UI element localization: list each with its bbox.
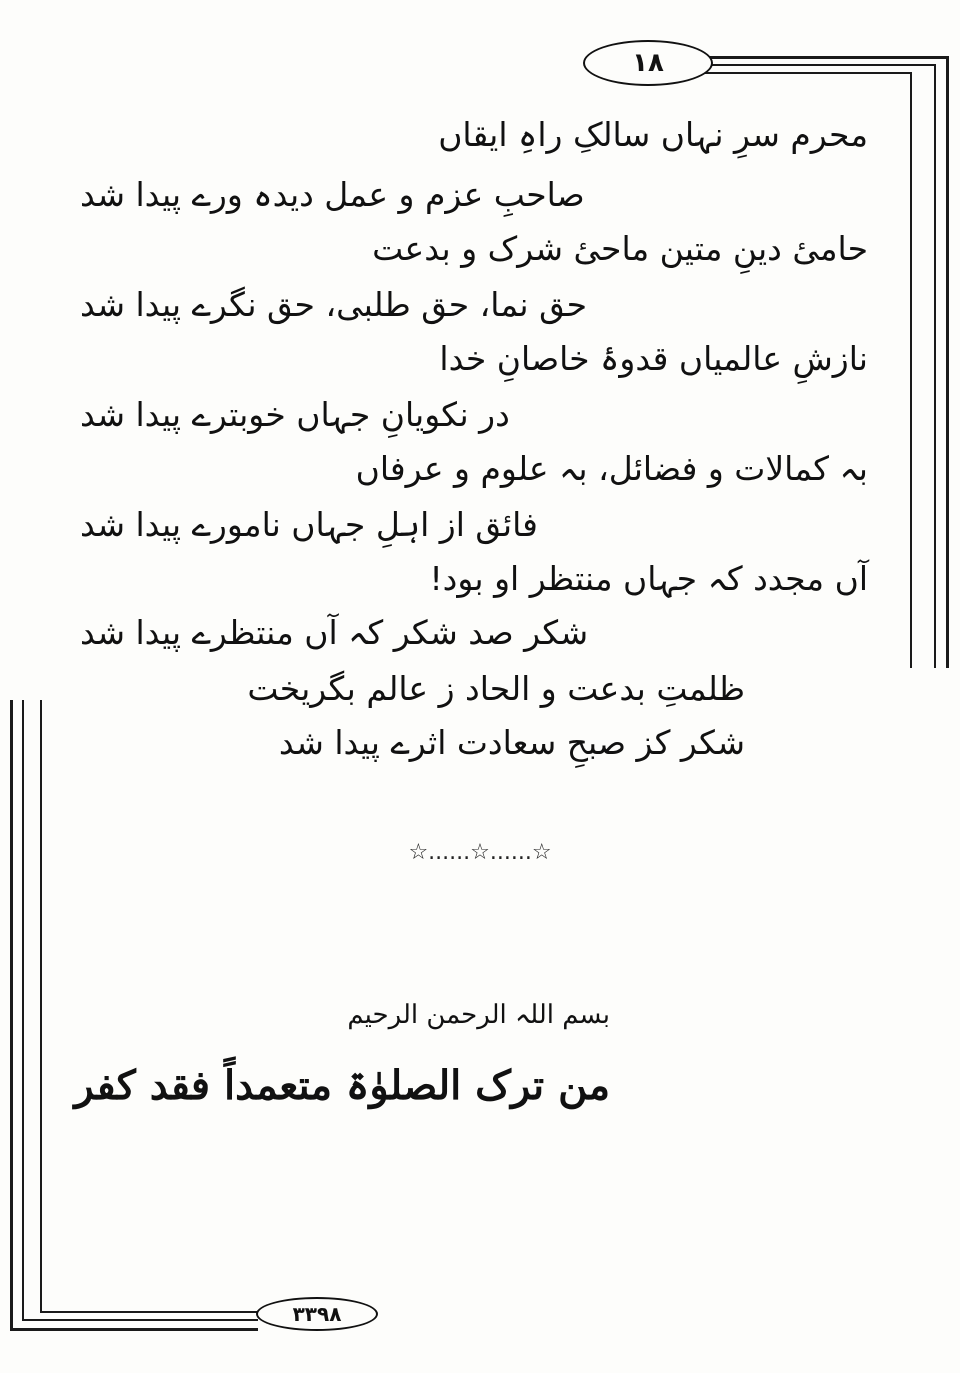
verse-line: آں مجدد کہ جہاں منتظر او بود! [429,559,868,598]
verse-line: حق نما، حق طلبی، حق نگرے پیدا شد [80,285,588,324]
frame-border-top-outer [709,56,949,59]
frame-border-left-third [40,700,42,1312]
verse-line: محرم سرِ نہاں سالکِ راہِ ایقاں [438,115,868,154]
frame-border-right-inner [934,64,936,668]
verse-line: ظلمتِ بدعت و الحاد ز عالم بگریخت [247,669,745,708]
page-number-top: ١٨ [583,40,713,86]
frame-border-left-inner [22,700,24,1320]
frame-border-bottom-inner [22,1319,258,1321]
frame-border-bottom-third [40,1311,258,1313]
verse-line: حامیٔ دینِ متین ماحیٔ شرک و بدعت [372,229,868,268]
frame-border-right-third [910,72,912,668]
frame-border-left-outer [10,700,13,1330]
frame-border-bottom-outer [10,1328,258,1331]
calligraphy-block [74,1000,630,1190]
verse-line: نازشِ عالمیاں قدوۂ خاصانِ خدا [439,339,868,378]
verse-line: شکر کز صبحِ سعادت اثرے پیدا شد [278,723,745,762]
page-number-bottom: ٣٣٩٨ [256,1297,378,1331]
verse-line: شکر صد شکر کہ آں منتظرے پیدا شد [80,613,589,652]
calligraphy-main-text: من ترک الصلوٰۃ متعمداً فقد کفر [74,1062,610,1109]
frame-border-top-inner [709,64,936,66]
star-separator: ☆......☆......☆ [408,840,552,865]
calligraphy-basmala: بسم اللہ الرحمن الرحیم [347,1000,610,1030]
verse-line: بہ کمالات و فضائل، بہ علوم و عرفاں [355,449,868,488]
verse-line: صاحبِ عزم و عمل دیدہ ورے پیدا شد [80,175,585,214]
verse-line: فائق از اہلِ جہاں نامورے پیدا شد [80,505,538,544]
frame-border-top-third [705,72,912,74]
verse-line: در نکویانِ جہاں خوبترے پیدا شد [80,395,510,434]
frame-border-right-outer [946,56,949,668]
